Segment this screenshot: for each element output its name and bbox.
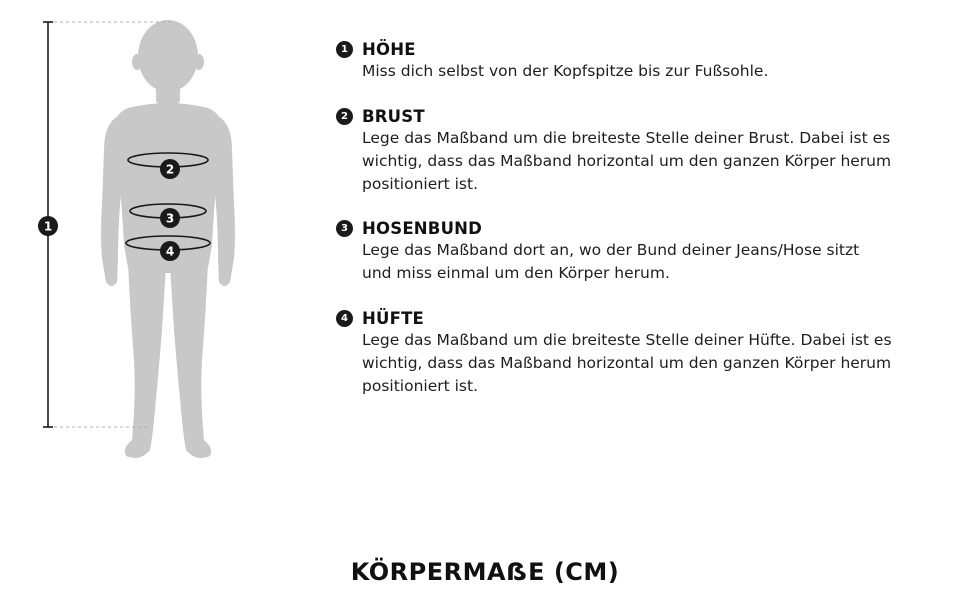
- step-title: BRUST: [362, 106, 425, 126]
- step-number-badge: 2: [336, 108, 353, 125]
- silhouette-arm-right: [212, 116, 235, 286]
- step-title: HOSENBUND: [362, 218, 483, 238]
- silhouette-leg-right: [170, 262, 211, 458]
- page-title: KÖRPERMAẞE (CM): [350, 558, 620, 586]
- step-description: Miss dich selbst von der Kopfspitze bis zur Fußsohle.: [362, 62, 769, 80]
- silhouette-leg-left: [125, 262, 166, 458]
- step-hip: [336, 307, 946, 398]
- marker-3-label: 3: [165, 211, 175, 226]
- step-waistband-header: [336, 217, 946, 239]
- step-height: [336, 38, 946, 83]
- step-description: Lege das Maßband um die breiteste Stelle deiner Hüfte. Dabei ist es wichtig, dass das Maßband horizontal um den ganzen Körper herum positioniert ist.: [362, 331, 892, 395]
- step-chest-header: [336, 105, 946, 127]
- step-chest: [336, 105, 946, 196]
- child-silhouette: [101, 20, 235, 458]
- step-waistband: [336, 217, 946, 285]
- step-number-badge: 1: [336, 41, 353, 58]
- silhouette-ear-right: [194, 54, 204, 70]
- silhouette-arm-left: [101, 116, 124, 286]
- marker-4-label: 4: [165, 244, 175, 259]
- step-hip-header: [336, 307, 946, 329]
- step-description: Lege das Maßband dort an, wo der Bund deiner Jeans/Hose sitzt und miss einmal um den Körper herum.: [362, 241, 860, 282]
- step-title: HÜFTE: [362, 308, 425, 328]
- step-height-header: [336, 38, 946, 60]
- step-description: Lege das Maßband um die breiteste Stelle deiner Brust. Dabei ist es wichtig, dass das Maßband horizontal um den ganzen Körper herum positioniert ist.: [362, 129, 892, 193]
- silhouette-neck: [156, 86, 180, 104]
- step-number-badge: 4: [336, 310, 353, 327]
- silhouette-head: [138, 20, 198, 92]
- step-number-badge: 3: [336, 220, 353, 237]
- silhouette-ear-left: [132, 54, 142, 70]
- marker-2-label: 2: [165, 162, 175, 177]
- body-silhouette-figure: [0, 0, 300, 480]
- marker-1-label: 1: [43, 219, 53, 234]
- step-title: HÖHE: [362, 39, 416, 59]
- measurement-instructions: [336, 38, 946, 398]
